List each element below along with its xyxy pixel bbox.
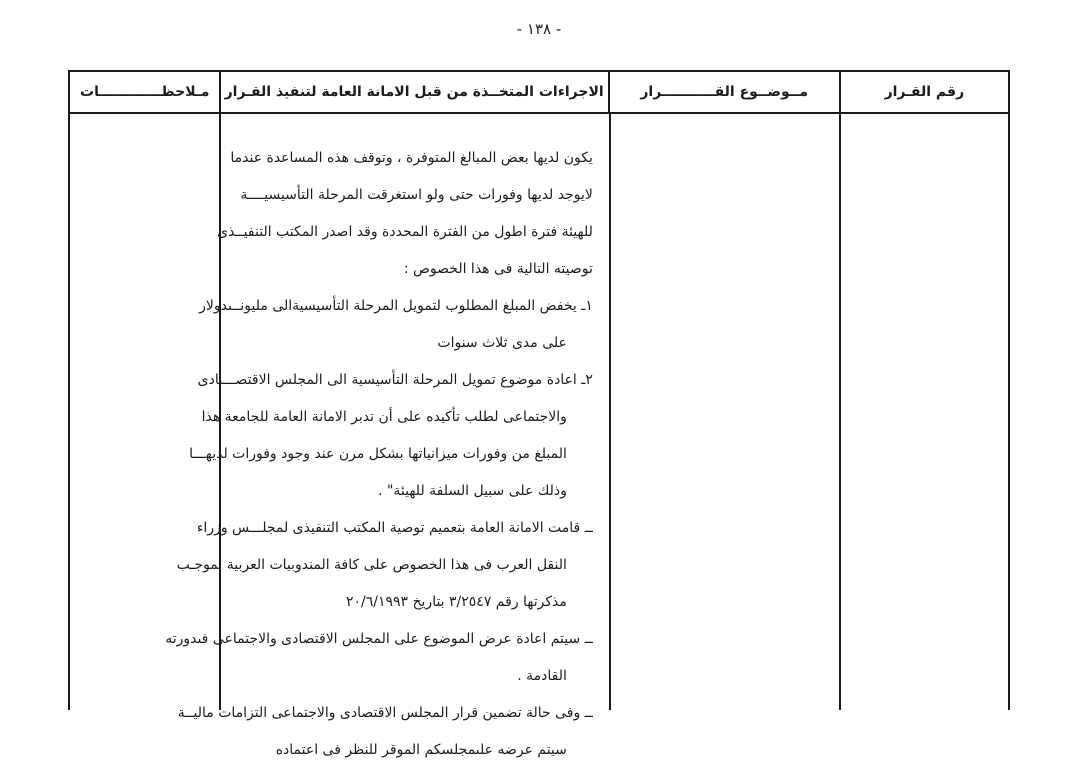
- cell-notes: [70, 114, 219, 710]
- actions-line: النقل العرب فى هذا الخصوص على كافة المندوبيات العربية بموجـب: [176, 557, 567, 573]
- actions-line: ــ سيتم اعادة عرض الموضوع على المجلس الاقتصادى والاجتماعى فىدورته: [165, 631, 593, 647]
- actions-line: والاجتماعى لطلب تأكيده على أن تدبر الامانة العامة للجامعة هذا: [201, 409, 567, 425]
- actions-line: مذكرتها رقم ٣/٢٥٤٧ بتاريخ ٢٠/٦/١٩٩٣: [345, 594, 567, 610]
- actions-line: لايوجد لديها وفورات حتى ولو استغرقت المرحلة التأسيسيــــة: [240, 187, 593, 203]
- actions-line: ــ وفى حالة تضمين قرار المجلس الاقتصادى والاجتماعى التزامات ماليــة: [177, 705, 593, 721]
- actions-line: ٢ـ اعادة موضوع تمويل المرحلة التأسيسية الى المجلس الاقتصــــادى: [197, 372, 593, 388]
- actions-line: المبلغ من وفورات ميزانياتها بشكل مرن عند وجود وفورات لديهـــا: [189, 446, 567, 462]
- header-decision-number: رقم القـرار: [839, 72, 1008, 112]
- cell-subject: [609, 114, 839, 710]
- actions-line: القادمة .: [517, 668, 567, 684]
- header-notes: مـلاحظـــــــــــــات: [80, 84, 210, 100]
- actions-line: وذلك على سبيل السلفة للهيئة" .: [378, 483, 567, 499]
- table-body-row: [70, 114, 1008, 758]
- table-header-row: [70, 72, 1008, 114]
- header-subject: مــوضــوع القـــــــــــرار: [608, 72, 839, 112]
- cell-decision-number: [839, 114, 1008, 710]
- actions-text: [165, 114, 609, 769]
- cell-actions: [165, 114, 609, 758]
- actions-line: للهيئة فترة اطول من الفترة المحددة وقد اصدر المكتب التنفيــذى: [217, 224, 593, 240]
- actions-line: يكون لديها بعض المبالغ المتوفرة ، وتوقف هذه المساعدة عندما: [230, 150, 593, 166]
- page-number: - ١٣٨ -: [516, 20, 562, 38]
- actions-line: سيتم عرضه علىمجلسكم الموقر للنظر فى اعتماده: [275, 742, 567, 758]
- actions-line: ١ـ يخفض المبلغ المطلوب لتمويل المرحلة التأسيسيةالى مليونــىدولار: [199, 298, 593, 314]
- actions-line: ــ قامت الامانة العامة بتعميم توصية المكتب التنفيذى لمجلـــس وزراء: [196, 520, 593, 536]
- decisions-table: [68, 70, 1010, 758]
- actions-line: توصيته التالية فى هذا الخصوص :: [403, 261, 593, 277]
- header-actions: الاجراءات المتخــذة من قبل الامانة العامة لتنفيذ القـرار: [219, 72, 607, 112]
- actions-line: على مدى ثلاث سنوات: [437, 335, 567, 351]
